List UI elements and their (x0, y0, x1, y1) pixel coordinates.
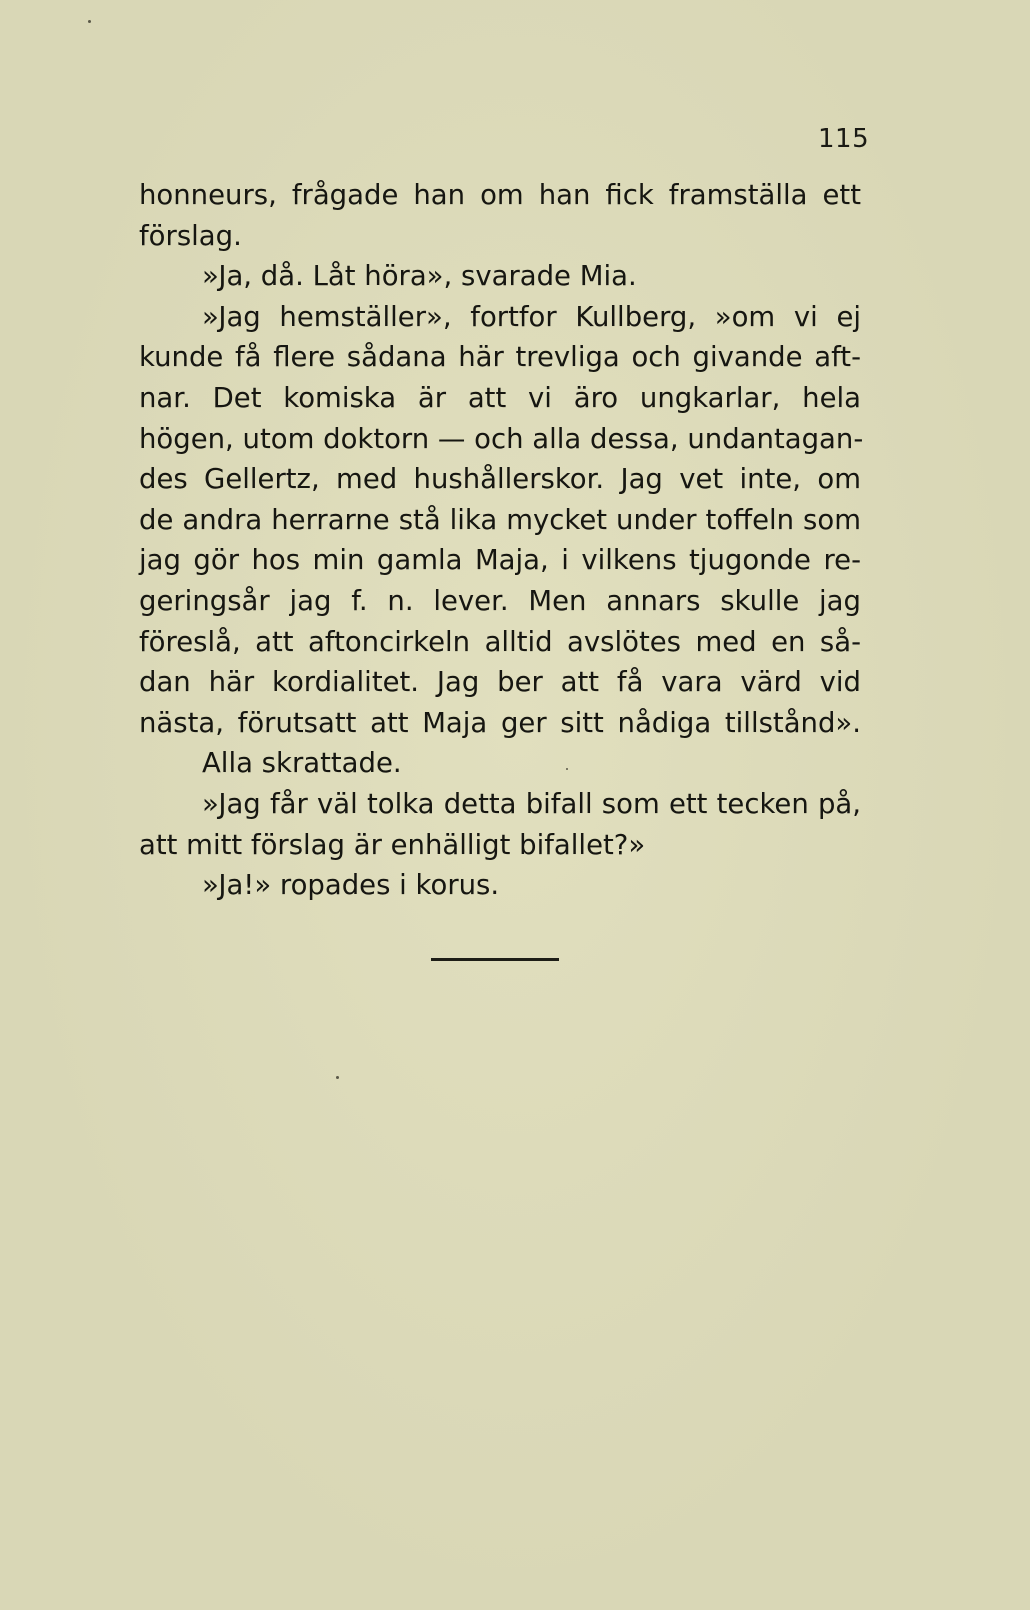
paper-speck (88, 20, 91, 23)
text-line: geringsår jag f. n. lever. Men annars skulle jag (139, 584, 861, 617)
body-text (139, 175, 864, 906)
text-line: kunde få flere sådana här trevliga och givande aft- (139, 341, 861, 374)
text-line: jag gör hos min gamla Maja, i vilkens tjugonde re- (139, 544, 861, 577)
text-line: föreslå, att aftoncirkeln alltid avslötes med en så- (139, 625, 861, 658)
text-line: Alla skrattade. (202, 747, 402, 780)
text-line: dan här kordialitet. Jag ber att få vara värd vid (139, 666, 861, 699)
text-line: de andra herrarne stå lika mycket under toffeln som (139, 503, 861, 536)
paper-speck (566, 768, 568, 770)
paper-speck (336, 1076, 339, 1079)
text-line: »Ja!» ropades i korus. (202, 869, 500, 902)
section-end-rule (431, 958, 559, 961)
text-line: »Ja, då. Låt höra», svarade Mia. (202, 260, 637, 293)
text-line: honneurs, frågade han om han fick framställa ett (139, 179, 861, 211)
text-line: högen, utom doktorn — och alla dessa, undantagan- (139, 422, 864, 455)
text-line: nästa, förutsatt att Maja ger sitt nådiga tillstånd». (139, 706, 861, 739)
text-line: »Jag hemställer», fortfor Kullberg, »om vi ej (202, 300, 861, 333)
text-line: nar. Det komiska är att vi äro ungkarlar, hela (139, 381, 861, 414)
text-line: »Jag får väl tolka detta bifall som ett tecken på, (202, 787, 861, 820)
text-line: des Gellertz, med hushållerskor. Jag vet inte, om (139, 463, 861, 496)
page-number: 115 (818, 124, 870, 154)
text-line: förslag. (139, 219, 242, 252)
text-line: att mitt förslag är enhälligt bifallet?» (139, 828, 646, 861)
